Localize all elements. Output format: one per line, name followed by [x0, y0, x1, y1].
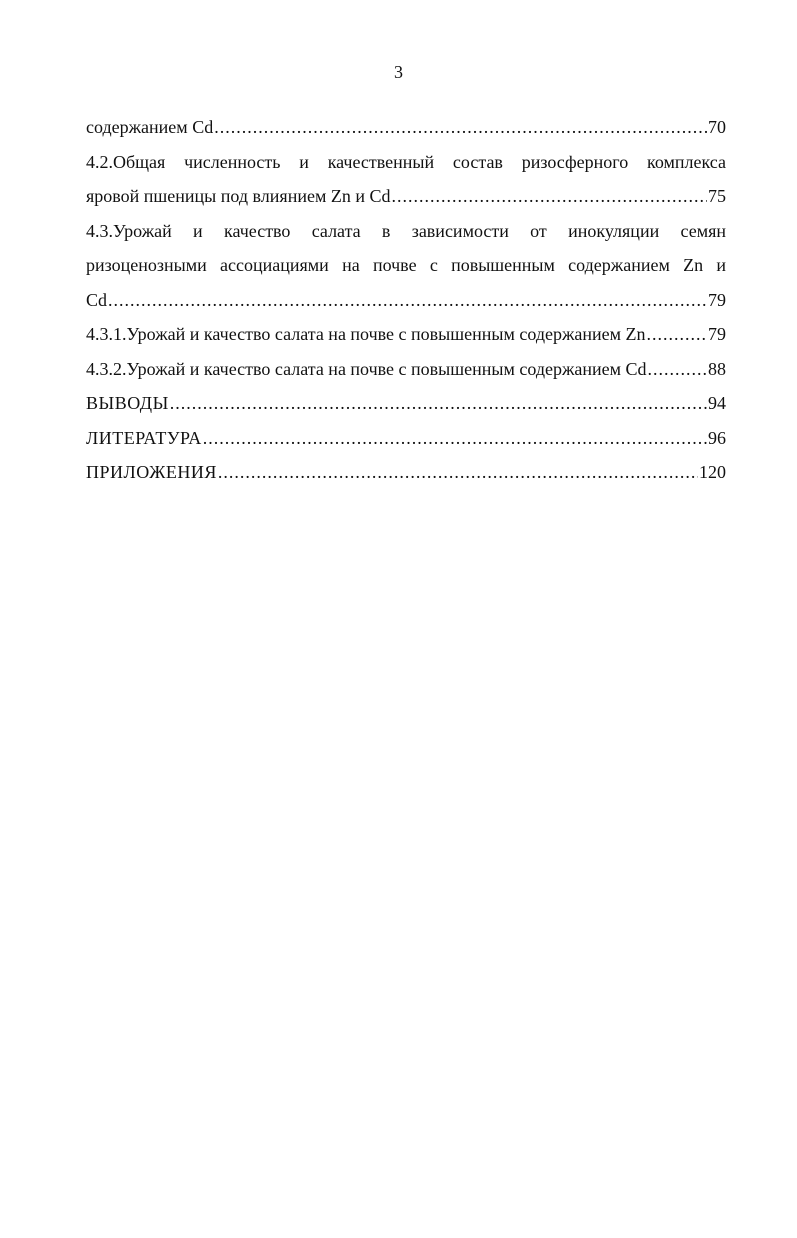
- toc-entry-page: 79: [708, 324, 726, 344]
- toc-entry-page: 70: [708, 117, 726, 137]
- toc-entry: [86, 179, 726, 214]
- toc-entry-text: 4.3.2.Урожай и качество салата на почве с повышенным содержанием Cd: [86, 358, 647, 379]
- toc-entry-line: 4.2.Общая численность и качественный состав ризосферного комплекса: [86, 151, 726, 172]
- toc-entry-text: ЛИТЕРАТУРА: [86, 427, 202, 448]
- page-number: 3: [394, 62, 403, 82]
- toc-entry-page: 79: [708, 289, 726, 310]
- toc-entry-text: 4.3.1.Урожай и качество салата на почве с повышенным содержанием Zn: [86, 324, 646, 344]
- toc-entry-page: 94: [708, 393, 726, 413]
- toc-entry-page: 88: [708, 358, 726, 379]
- toc-entry: [86, 110, 726, 145]
- toc-entry-text: Cd: [86, 289, 108, 310]
- toc-entry: [86, 283, 726, 318]
- table-of-contents: [86, 110, 726, 490]
- dot-leader: [648, 352, 707, 387]
- toc-entry-page: 75: [708, 186, 726, 206]
- toc-entry: [86, 421, 726, 456]
- dot-leader: [218, 455, 698, 490]
- toc-entry: [86, 386, 726, 421]
- dot-leader: [647, 317, 707, 352]
- toc-entry-line: 4.3.Урожай и качество салата в зависимости от инокуляции семян: [86, 220, 726, 241]
- toc-entry-text: содержанием Cd: [86, 117, 214, 137]
- dot-leader: [108, 283, 707, 318]
- toc-entry-text: ВЫВОДЫ: [86, 393, 169, 413]
- toc-entry-page: 120: [699, 462, 726, 482]
- dot-leader: [391, 179, 707, 214]
- dot-leader: [170, 386, 707, 421]
- toc-entry: [86, 455, 726, 490]
- toc-entry: [86, 352, 726, 387]
- dot-leader: [203, 421, 707, 456]
- toc-entry-line: ризоценозными ассоциациями на почве с повышенным содержанием Zn и: [86, 255, 726, 275]
- toc-entry-page: 96: [708, 427, 726, 448]
- toc-entry: [86, 317, 726, 352]
- toc-entry-text: яровой пшеницы под влиянием Zn и Cd: [86, 186, 391, 206]
- toc-entry-text: ПРИЛОЖЕНИЯ: [86, 462, 217, 482]
- dot-leader: [214, 110, 707, 145]
